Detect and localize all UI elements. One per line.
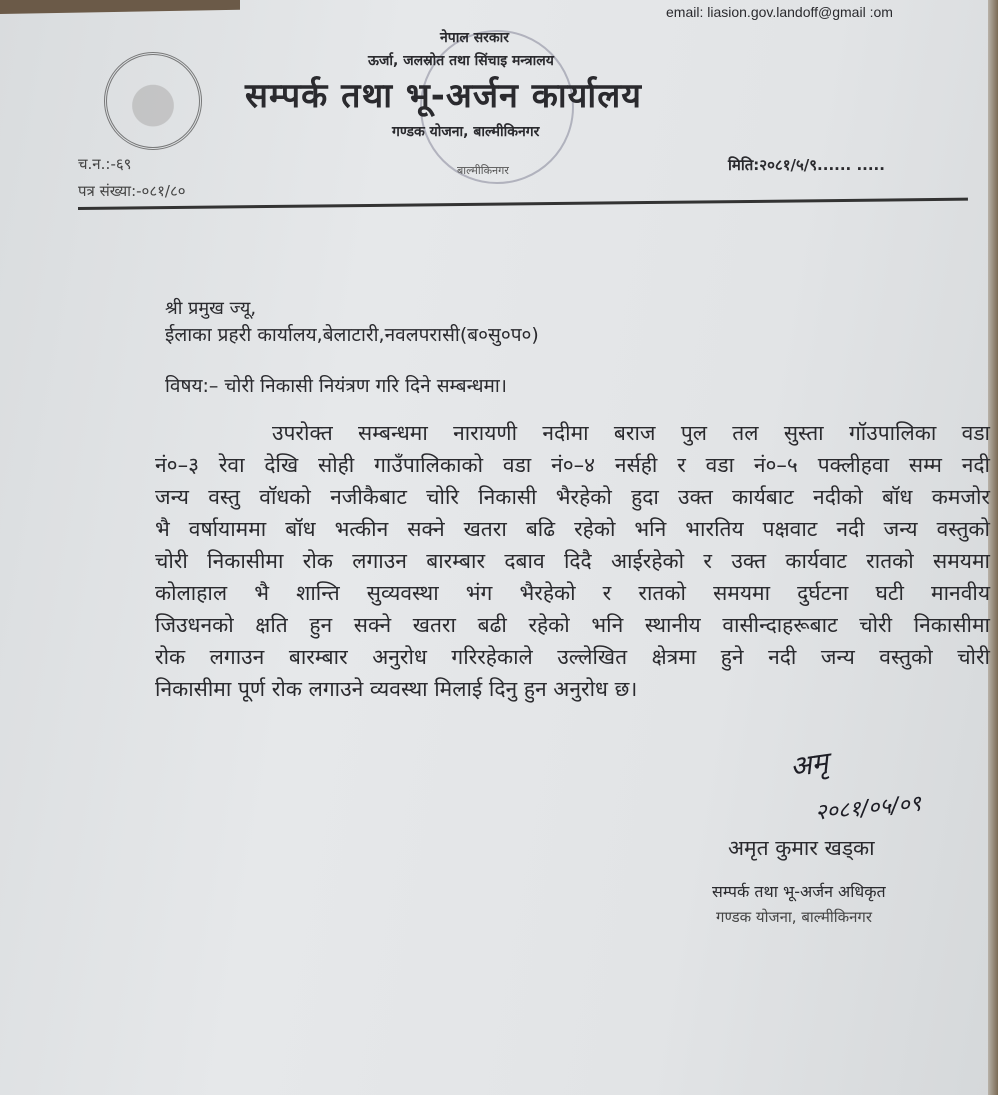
table-edge xyxy=(0,0,240,14)
body-line: नं०–३ रेवा देखि सोही गाउँपालिकाको वडा नं०–४ नर्सही र वडा नं०–५ पक्लीहवा सम्म नदी xyxy=(155,453,990,477)
letter-number: पत्र संख्या:-०८१/८० xyxy=(78,182,186,200)
project-name: गण्डक योजना, बाल्मीकिनगर xyxy=(392,124,540,140)
signatory-office: गण्डक योजना, बाल्मीकिनगर xyxy=(716,908,873,926)
body-line: रोक लगाउन बारम्बार अनुरोध गरिरहेकाले उल्लेखित क्षेत्रमा हुने नदी जन्य वस्तुको चोरी xyxy=(155,645,990,669)
body-line: निकासीमा पूर्ण रोक लगाउने व्यवस्था मिलाई दिनु हुन अनुरोध छ। xyxy=(155,677,638,701)
dispatch-number: च.न.:-६९ xyxy=(78,155,132,173)
body-line: भै वर्षायाममा बॉध भत्कीन सक्ने खतरा बढि रहेको भनि भारतिय पक्षवाट नदी जन्य वस्तुको xyxy=(155,517,990,541)
letter-date: मिति:२०८१/५/९...... ..... xyxy=(728,156,885,174)
signature: अमृ xyxy=(787,745,831,784)
nepal-emblem-icon xyxy=(104,52,202,150)
signatory-name: अमृत कुमार खड्का xyxy=(728,836,875,860)
body-line: चोरी निकासीमा रोक लगाउन बारम्बार दबाव दिदै आईरहेको र उक्त कार्यवाट रातको समयमा xyxy=(155,549,990,573)
signature-date: २०८१/०५/०९ xyxy=(814,791,923,826)
office-title: सम्पर्क तथा भू-अर्जन कार्यालय xyxy=(245,76,642,116)
header-divider xyxy=(78,198,968,210)
body-line: जन्य वस्तु वॉधको नजीकैबाट चोरि निकासी भैरहेको हुदा उक्त कार्यबाट नदीको बॉध कमजोर xyxy=(155,485,990,509)
subject-line: विषय:– चोरी निकासी नियंत्रण गरि दिने सम्बन्धमा। xyxy=(165,375,508,397)
body-line: कोलाहाल भै शान्ति सुव्यवस्था भंग भैरहेको र रातको समयमा दुर्घटना घटी मानवीय xyxy=(155,581,990,605)
body-line: उपरोक्त सम्बन्धमा नारायणी नदीमा बराज पुल तल सुस्ता गॉउपालिका वडा xyxy=(272,421,990,445)
signatory-designation: सम्पर्क तथा भू-अर्जन अधिकृत xyxy=(712,882,886,901)
government-name: नेपाल सरकार xyxy=(440,30,510,46)
stamp-text: बाल्मीकिनगर xyxy=(457,164,509,177)
recipient-address: ईलाका प्रहरी कार्यालय,बेलाटारी,नवलपरासी(ब०सु०प०) xyxy=(165,324,539,346)
recipient-title: श्री प्रमुख ज्यू, xyxy=(165,298,257,319)
email: email: liasion.gov.landoff@gmail :om xyxy=(666,4,893,20)
ministry-name: ऊर्जा, जलस्रोत तथा सिंचाइ मन्त्रालय xyxy=(368,53,554,69)
body-line: जिउधनको क्षति हुन सक्ने खतरा बढी रहेको भनि स्थानीय वासीन्दाहरूबाट चोरी निकासीमा xyxy=(155,613,990,637)
